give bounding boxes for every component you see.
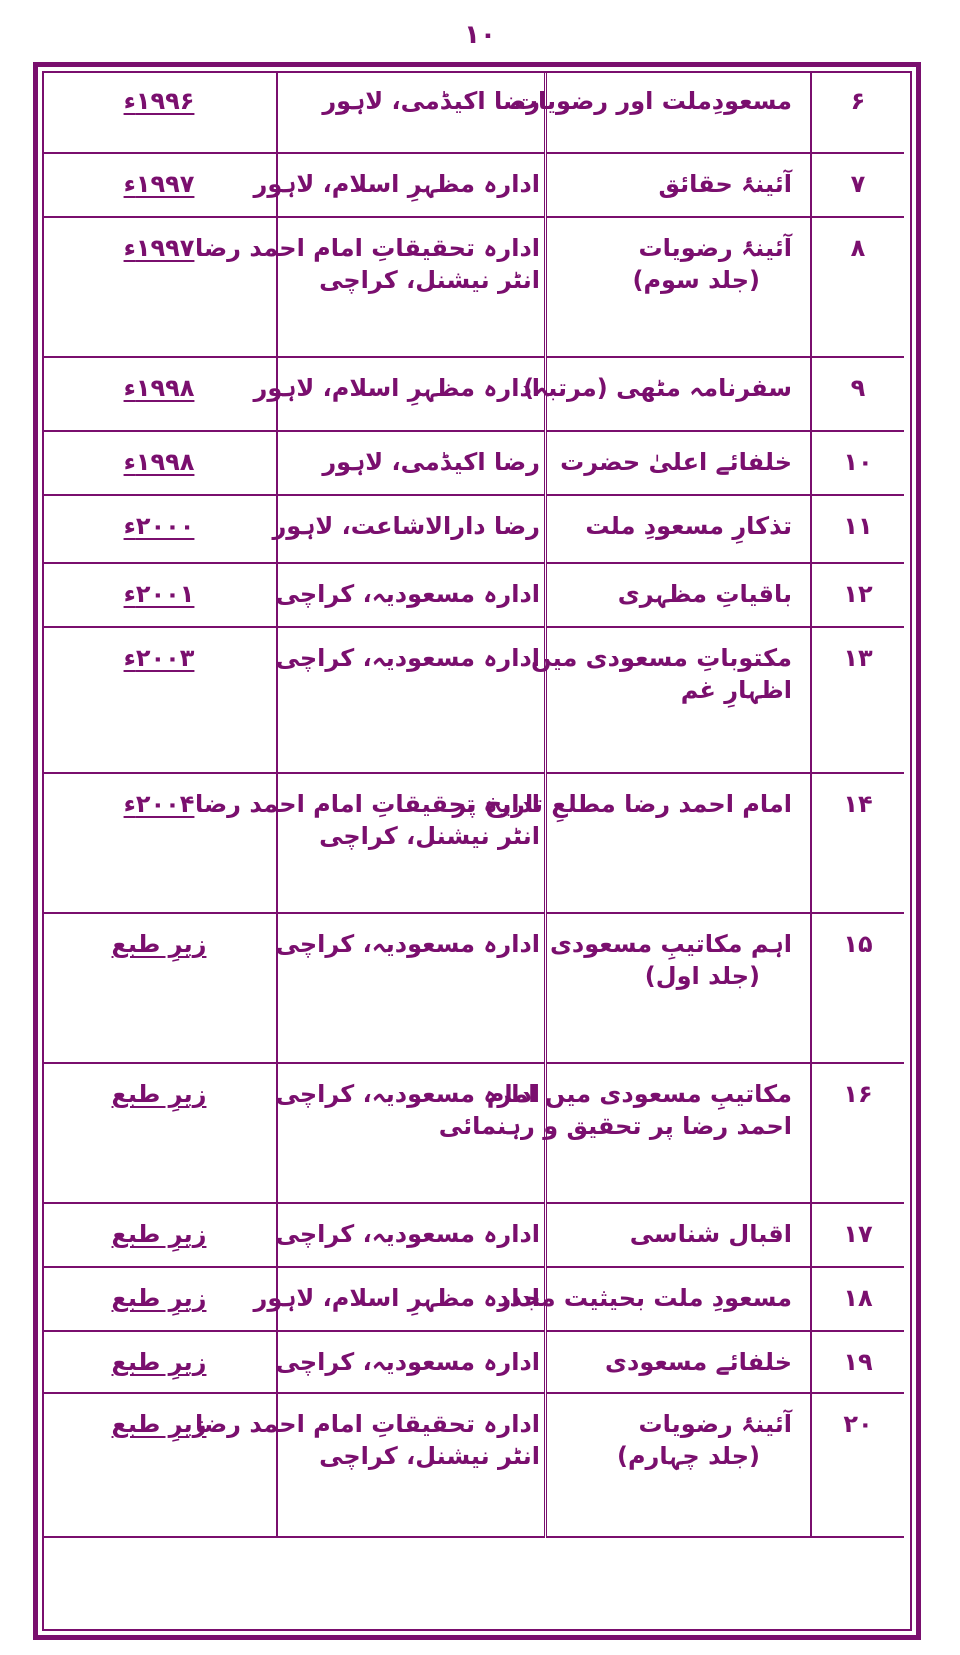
book-publisher xyxy=(277,913,546,1063)
book-number xyxy=(811,1063,904,1203)
book-title-line: آئینۂ حقائق xyxy=(658,170,792,198)
book-title-line: مکاتیبِ مسعودی میں امام xyxy=(486,1080,792,1108)
book-title-line: خلفائے مسعودی xyxy=(605,1348,792,1376)
book-title-line: آئینۂ رضویات xyxy=(638,1410,792,1438)
book-publisher-line: انٹر نیشنل، کراچی xyxy=(319,822,540,851)
book-publisher-line: ادارہ مسعودیہ، کراچی xyxy=(275,580,540,608)
table-row xyxy=(42,153,904,217)
book-year xyxy=(42,627,277,773)
book-number xyxy=(811,627,904,773)
book-title-line: اقبال شناسی xyxy=(629,1220,792,1248)
book-number xyxy=(811,563,904,627)
book-number xyxy=(811,913,904,1063)
table-frame xyxy=(33,62,921,1640)
book-publisher xyxy=(272,495,546,563)
table-row xyxy=(42,71,904,153)
book-year-text: زیرِ طبع xyxy=(111,1220,207,1248)
book-title xyxy=(513,71,812,153)
book-publisher-line: ادارہ تحقیقاتِ امام احمد رضا xyxy=(194,234,540,262)
book-year xyxy=(42,1063,277,1203)
book-publisher xyxy=(277,563,546,627)
book-title xyxy=(546,563,812,627)
book-title-line: سفرنامہ مٹھی (مرتبہ) xyxy=(523,374,792,402)
book-year-text: ۲۰۰۱ء xyxy=(123,580,195,608)
book-publisher-line: ادارہ مسعودیہ، کراچی xyxy=(275,1348,540,1376)
book-title xyxy=(546,913,812,1063)
book-publisher-line: رضا اکیڈمی، لاہور xyxy=(322,448,540,476)
book-publisher xyxy=(277,1203,546,1267)
table-row xyxy=(42,431,904,495)
page-number: ۱۰ xyxy=(464,20,496,50)
table-row xyxy=(42,1267,904,1331)
book-publisher xyxy=(277,71,546,153)
book-publisher-line: رضا اکیڈمی، لاہور xyxy=(322,87,540,115)
book-title-line: تذکارِ مسعودِ ملت xyxy=(585,512,792,540)
book-title xyxy=(546,1203,812,1267)
book-publisher xyxy=(277,431,546,495)
book-number-text: ۷ xyxy=(850,170,866,198)
books-table-body xyxy=(42,71,904,1537)
book-number xyxy=(811,495,904,563)
book-number-text: ۱۲ xyxy=(843,580,873,608)
book-number xyxy=(811,1393,904,1537)
book-title xyxy=(546,1331,812,1393)
book-title-line: اہم مکاتیبِ مسعودی xyxy=(549,930,792,958)
table-row xyxy=(42,357,904,431)
book-title-line: باقیاتِ مظہری xyxy=(617,580,792,608)
book-number-text: ۲۰ xyxy=(843,1410,873,1438)
book-number xyxy=(811,71,904,153)
book-title-line: آئینۂ رضویات xyxy=(638,234,792,262)
book-number-text: ۱۱ xyxy=(843,512,873,540)
book-number xyxy=(811,1267,904,1331)
book-publisher-line: ادارہ مسعودیہ، کراچی xyxy=(275,930,540,958)
book-title xyxy=(546,431,812,495)
book-number-text: ۱۶ xyxy=(843,1080,873,1108)
table-row xyxy=(42,1331,904,1393)
book-number-text: ۱۹ xyxy=(843,1348,873,1376)
book-publisher xyxy=(253,1267,546,1331)
book-publisher xyxy=(277,1331,546,1393)
book-title-line: امام احمد رضا مطلعِ تاریخ پر xyxy=(452,790,792,818)
table-row xyxy=(42,773,904,913)
book-year xyxy=(42,563,277,627)
book-publisher-line: ادارہ مسعودیہ، کراچی xyxy=(275,1220,540,1248)
book-title xyxy=(452,773,812,913)
book-year xyxy=(42,1331,277,1393)
book-number-text: ۸ xyxy=(850,234,866,262)
book-year-text: زیرِ طبع xyxy=(111,1410,207,1438)
book-year-text: ۱۹۹۸ء xyxy=(123,374,195,402)
book-publisher-line: ادارہ مظہرِ اسلام، لاہور xyxy=(253,1284,540,1312)
book-number xyxy=(811,1331,904,1393)
book-title xyxy=(438,1063,812,1203)
book-year-text: زیرِ طبع xyxy=(111,1284,207,1312)
book-title xyxy=(546,217,812,357)
book-publisher-line: انٹر نیشنل، کراچی xyxy=(319,1442,540,1471)
book-year-text: زیرِ طبع xyxy=(111,930,207,958)
book-number-text: ۱۳ xyxy=(843,644,873,672)
book-publisher-line: ادارہ مسعودیہ، کراچی xyxy=(275,1080,540,1108)
book-number-text: ۱۷ xyxy=(843,1220,873,1248)
book-title xyxy=(546,495,812,563)
book-number-text: ۱۸ xyxy=(843,1284,873,1312)
book-year-text: ۱۹۹۷ء xyxy=(123,170,195,198)
books-table xyxy=(42,71,904,1538)
book-publisher xyxy=(253,357,546,431)
book-year xyxy=(42,71,277,153)
book-publisher xyxy=(194,1393,546,1537)
book-year-text: ۲۰۰۴ء xyxy=(123,790,195,818)
table-row xyxy=(42,913,904,1063)
book-year xyxy=(42,495,277,563)
book-publisher xyxy=(194,217,546,357)
book-publisher-line: رضا دارالاشاعت، لاہور xyxy=(272,512,540,540)
book-number-text: ۹ xyxy=(850,374,866,402)
book-title-line: احمد رضا پر تحقیق و رہنمائی xyxy=(438,1112,792,1141)
book-publisher-line: ادارہ تحقیقاتِ امام احمد رضا xyxy=(194,1410,540,1438)
book-number-text: ۶ xyxy=(850,87,866,115)
book-title xyxy=(497,1267,812,1331)
book-number xyxy=(811,773,904,913)
book-title-line: مکتوباتِ مسعودی میں xyxy=(531,644,792,672)
book-title xyxy=(546,153,812,217)
book-title-line: (جلد سوم) xyxy=(632,266,760,295)
table-row xyxy=(42,563,904,627)
book-year-text: زیرِ طبع xyxy=(111,1348,207,1376)
book-number xyxy=(811,431,904,495)
book-number-text: ۱۴ xyxy=(843,790,873,818)
book-year xyxy=(42,153,277,217)
book-title xyxy=(523,357,812,431)
book-publisher-line: ادارہ تحقیقاتِ امام احمد رضا xyxy=(194,790,540,818)
book-title-line: اظہارِ غم xyxy=(680,676,792,705)
table-row xyxy=(42,627,904,773)
book-year xyxy=(42,1267,277,1331)
book-publisher-line: ادارہ مظہرِ اسلام، لاہور xyxy=(253,374,540,402)
book-year-text: ۱۹۹۸ء xyxy=(123,448,195,476)
table-row xyxy=(42,1203,904,1267)
book-publisher-line: انٹر نیشنل، کراچی xyxy=(319,266,540,295)
book-title-line: خلفائے اعلیٰ حضرت xyxy=(560,448,792,476)
book-number xyxy=(811,153,904,217)
book-year-text: ۲۰۰۳ء xyxy=(123,644,195,672)
book-title-line: مسعودِ ملت بحیثیت مجدد xyxy=(497,1284,792,1312)
book-publisher xyxy=(253,153,546,217)
table-row xyxy=(42,1063,904,1203)
book-year-text: زیرِ طبع xyxy=(111,1080,207,1108)
book-year-text: ۱۹۹۷ء xyxy=(123,234,195,262)
table-row xyxy=(42,217,904,357)
table-row xyxy=(42,495,904,563)
book-year xyxy=(42,913,277,1063)
book-publisher-line: ادارہ مظہرِ اسلام، لاہور xyxy=(253,170,540,198)
book-title-line: (جلد چہارم) xyxy=(616,1442,760,1471)
book-number xyxy=(811,217,904,357)
book-publisher xyxy=(194,773,546,913)
book-number-text: ۱۰ xyxy=(843,448,873,476)
book-number xyxy=(811,357,904,431)
book-year xyxy=(42,357,277,431)
book-year-text: ۱۹۹۶ء xyxy=(123,87,195,115)
book-year xyxy=(42,1203,277,1267)
book-title-line: (جلد اول) xyxy=(644,962,760,991)
book-number xyxy=(811,1203,904,1267)
book-publisher-line: ادارہ مسعودیہ، کراچی xyxy=(275,644,540,672)
book-year-text: ۲۰۰۰ء xyxy=(123,512,195,540)
book-number-text: ۱۵ xyxy=(843,930,873,958)
book-title xyxy=(531,627,812,773)
table-row xyxy=(42,1393,904,1537)
book-publisher xyxy=(277,627,546,773)
book-title-line: مسعودِملت اور رضویات xyxy=(513,87,792,115)
book-year xyxy=(42,431,277,495)
book-title xyxy=(546,1393,812,1537)
